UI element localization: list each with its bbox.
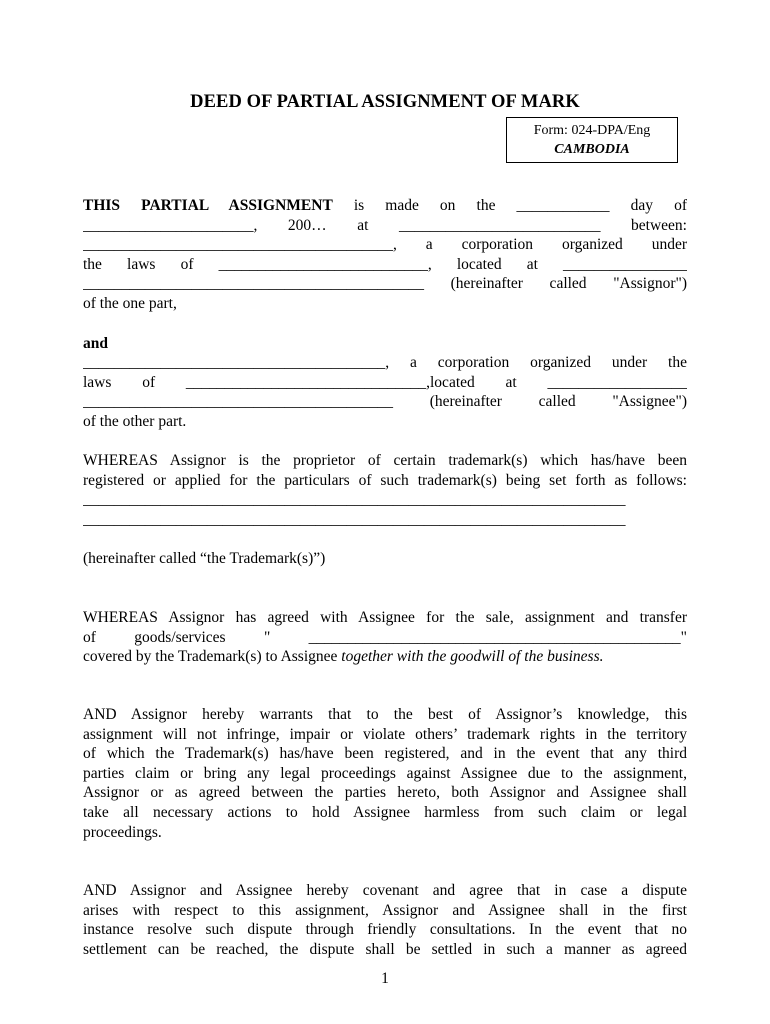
- form-code-box: [506, 117, 678, 163]
- warranty-line: of which the Trademark(s) has/have been registered, and in the event that any third: [83, 745, 687, 763]
- warranty-paragraph: [83, 705, 687, 842]
- assignor-paragraph: [83, 196, 687, 314]
- warranty-line: Assignor or as agreed between the parties hereto, both Assignor and Assignee shall: [83, 784, 687, 802]
- whereas2-line-3: covered by the Trademark(s) to Assignee together with the goodwill of the business.: [83, 648, 604, 666]
- assignee-paragraph: [83, 353, 687, 431]
- dispute-line: instance resolve such dispute through friendly consultations. In the event that no: [83, 921, 687, 939]
- warranty-line: parties claim or bring any legal proceedings against Assignee due to the assignment,: [83, 764, 687, 782]
- assignor-line-6: of the one part,: [83, 294, 177, 312]
- assignee-line-3: ________________________________________ (hereinafter called "Assignee"): [83, 393, 687, 411]
- dispute-line: arises with respect to this assignment, Assignor and Assignee shall in the first: [83, 901, 687, 919]
- assignor-line-2: ______________________, 200… at __________________________ between:: [83, 216, 687, 234]
- assignor-line-4: the laws of ___________________________, located at ________________: [83, 255, 687, 273]
- whereas-trademark-paragraph: [83, 451, 687, 529]
- whereas-agreement-paragraph: [83, 608, 687, 667]
- document-title: DEED OF PARTIAL ASSIGNMENT OF MARK: [190, 92, 580, 112]
- warranty-line: take all necessary actions to hold Assignee harmless from such claim or legal: [83, 803, 687, 821]
- and-label: and: [83, 335, 108, 352]
- page-number: 1: [381, 970, 389, 987]
- assignor-line-1: THIS PARTIAL ASSIGNMENT is made on the ____________ day of: [83, 197, 687, 214]
- warranty-line: assignment will not infringe, impair or violate others’ trademark rights in the territory: [83, 725, 687, 743]
- warranty-line: proceedings.: [83, 823, 162, 841]
- whereas1-line-2: registered or applied for the particulars of such trademark(s) being set forth as follows:: [83, 471, 687, 489]
- assignee-line-1: _______________________________________, a corporation organized under the: [83, 354, 687, 371]
- form-code: Form: 024-DPA/Eng: [533, 123, 651, 138]
- warranty-line: AND Assignor hereby warrants that to the best of Assignor’s knowledge, this: [83, 706, 687, 723]
- whereas1-line-1: WHEREAS Assignor is the proprietor of certain trademark(s) which has/have been: [83, 452, 687, 469]
- goodwill-clause: together with the goodwill of the business.: [341, 648, 604, 666]
- dispute-line: settlement can be reached, the dispute shall be settled in such a manner as agreed: [83, 940, 687, 958]
- trademark-blank-1: ______________________________________________________________________: [83, 491, 626, 509]
- trademark-blank-2: ______________________________________________________________________: [83, 510, 626, 528]
- assignee-line-2: laws of _______________________________,located at __________________: [83, 373, 687, 391]
- whereas2-line-1: WHEREAS Assignor has agreed with Assignee for the sale, assignment and transfer: [83, 609, 687, 626]
- assignor-line-5: ____________________________________________ (hereinafter called "Assignor"): [83, 275, 687, 293]
- dispute-line: AND Assignor and Assignee hereby covenant and agree that in case a dispute: [83, 882, 687, 899]
- whereas2-line-2: of goods/services " ________________________________________________": [83, 628, 687, 646]
- assignment-lead: THIS PARTIAL ASSIGNMENT: [83, 197, 333, 214]
- trademark-definition: (hereinafter called “the Trademark(s)”): [83, 550, 326, 567]
- dispute-paragraph: [83, 881, 687, 959]
- assignor-line-3: ________________________________________, a corporation organized under: [83, 236, 687, 254]
- assignee-line-4: of the other part.: [83, 412, 187, 430]
- form-country: CAMBODIA: [554, 142, 630, 157]
